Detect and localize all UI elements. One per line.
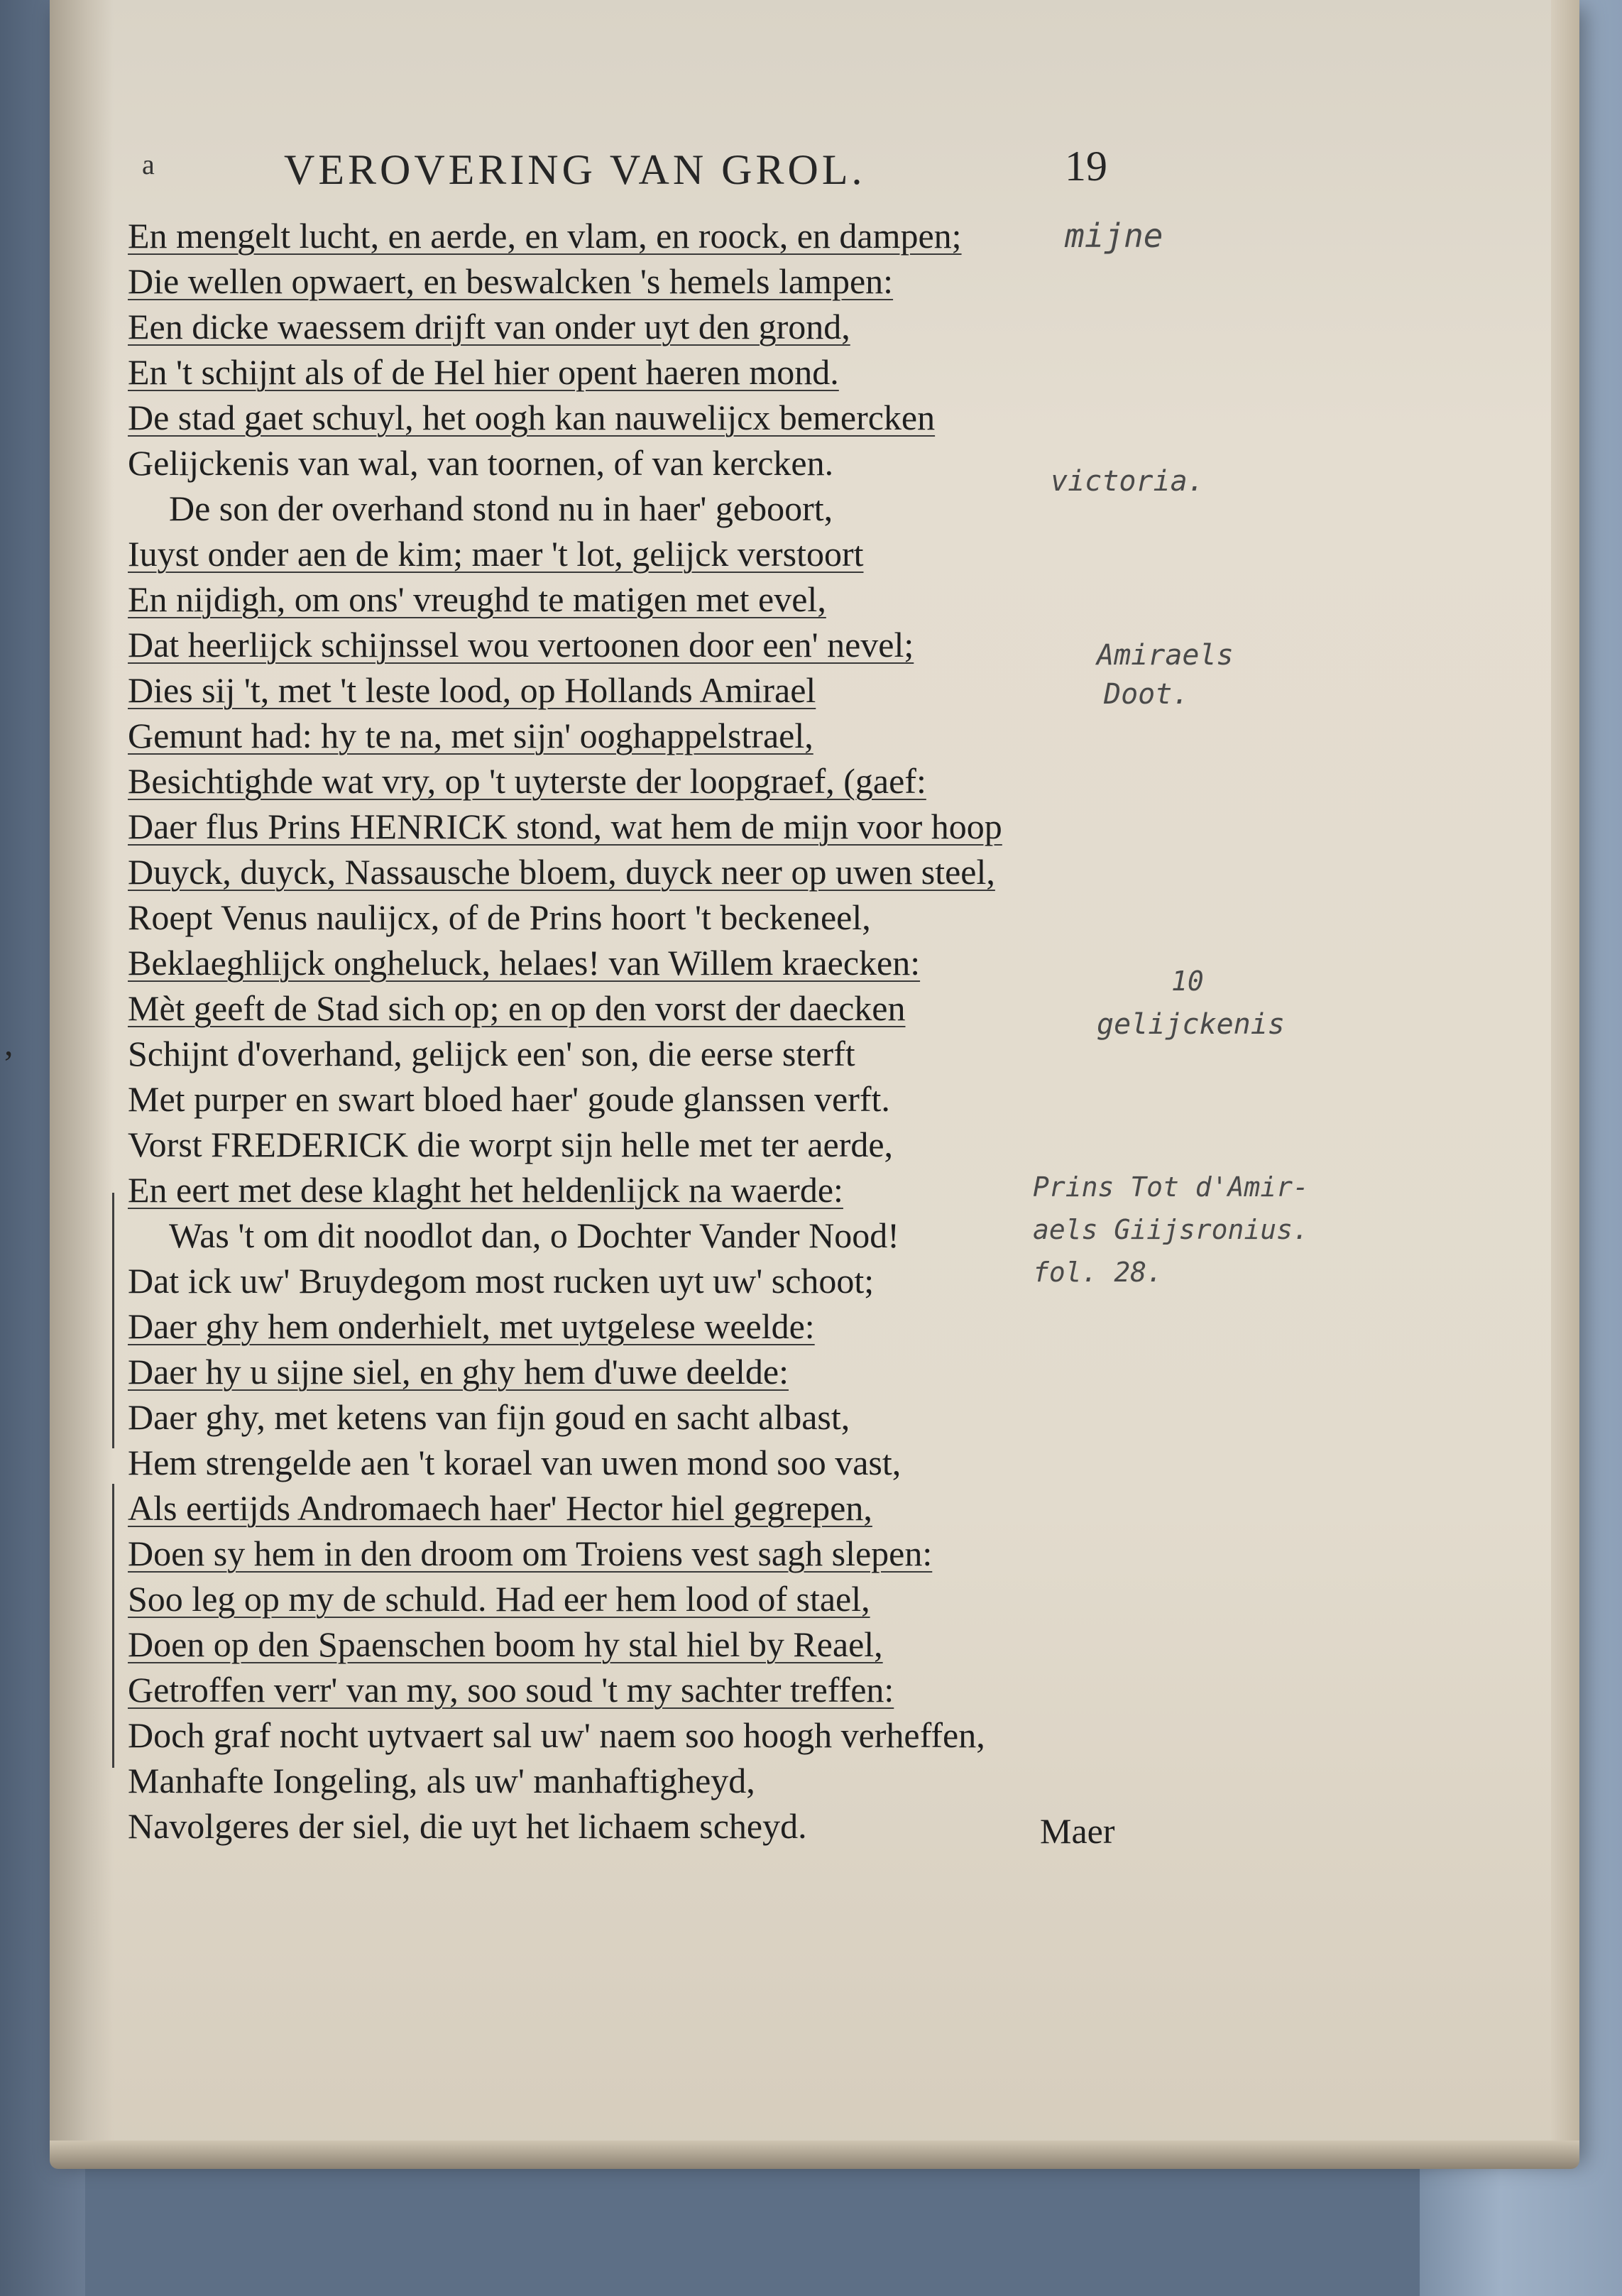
verse-line: Dat ick uw' Bruydegom most rucken uyt uw' schoot;	[128, 1261, 875, 1301]
verse-line: De son der overhand stond nu in haer' geboort,	[169, 488, 833, 528]
margin-note: 10	[1171, 966, 1204, 997]
margin-note: Prins Tot d'Amir-	[1033, 1171, 1309, 1203]
verse-line: Die wellen opwaert, en beswalcken 's hemels lampen:	[128, 261, 894, 301]
margin-note: victoria.	[1051, 465, 1205, 498]
margin-note: fol. 28.	[1033, 1257, 1163, 1288]
verse-line: En 't schijnt als of de Hel hier opent haeren mond.	[128, 352, 839, 392]
page-gutter	[50, 0, 114, 2158]
verse-line: Navolgeres der siel, die uyt het lichaem scheyd.	[128, 1806, 807, 1846]
margin-bracket-lower	[112, 1484, 121, 1768]
torn-bottom-edge	[50, 2141, 1579, 2169]
verse-line: En eert met dese klaght het heldenlijck na waerde:	[128, 1170, 843, 1210]
verse-line: De stad gaet schuyl, het oogh kan nauwelijcx bemercken	[128, 398, 936, 437]
verse-line: Mèt geeft de Stad sich op; en op den vorst der daecken	[128, 988, 906, 1028]
verse-line: Schijnt d'overhand, gelijck een' son, die eerse sterft	[128, 1034, 855, 1073]
verse-line: Was 't om dit noodlot dan, o Dochter Vander Nood!	[169, 1215, 899, 1255]
margin-note: Doot.	[1104, 678, 1190, 711]
verse-line: Daer flus Prins HENRICK stond, wat hem de mijn voor hoop	[128, 807, 1002, 846]
verse-line: Soo leg op my de schuld. Had eer hem lood of stael,	[128, 1579, 870, 1619]
verse-line: Daer ghy, met ketens van fijn goud en sacht albast,	[128, 1397, 850, 1437]
verse-line: Doch graf nocht uytvaert sal uw' naem soo hoogh verheffen,	[128, 1715, 985, 1755]
verse-line: Duyck, duyck, Nassausche bloem, duyck neer op uwen steel,	[128, 852, 995, 892]
verse-line: Beklaeghlijck ongheluck, helaes! van Willem kraecken:	[128, 943, 921, 983]
running-head: VEROVERING VAN GROL.	[284, 146, 866, 193]
verse-line: Roept Venus naulijcx, of de Prins hoort 't beckeneel,	[128, 897, 871, 937]
verse-line: Met purper en swart bloed haer' goude glanssen verft.	[128, 1079, 890, 1119]
verse-line: Vorst FREDERICK die worpt sijn helle met ter aerde,	[128, 1125, 894, 1164]
verse-line: Manhafte Iongeling, als uw' manhaftigheyd,	[128, 1761, 755, 1800]
margin-bracket-upper	[112, 1193, 121, 1448]
verse-line: En mengelt lucht, en aerde, en vlam, en roock, en dampen;	[128, 216, 962, 256]
verse-line: Dies sij 't, met 't leste lood, op Hollands Amirael	[128, 670, 816, 710]
margin-note: Amiraels	[1097, 639, 1234, 672]
margin-note: gelijckenis	[1097, 1008, 1285, 1041]
verse-line: Dat heerlijck schijnssel wou vertoonen door een' nevel;	[128, 625, 914, 665]
verse-line: Doen sy hem in den droom om Troiens vest sagh slepen:	[128, 1534, 933, 1573]
verse-line: Daer hy u sijne siel, en ghy hem d'uwe deelde:	[128, 1352, 789, 1392]
page-number: 19	[1065, 143, 1107, 190]
margin-note: aels Giijsronius.	[1033, 1214, 1309, 1245]
verse-line: Als eertijds Andromaech haer' Hector hiel gegrepen,	[128, 1488, 872, 1528]
verse-line: Een dicke waessem drijft van onder uyt den grond,	[128, 307, 850, 346]
catchword: Maer	[1040, 1811, 1115, 1851]
margin-note: mijne	[1065, 217, 1163, 255]
verse-line: Iuyst onder aen de kim; maer 't lot, gelijck verstoort	[128, 534, 864, 574]
verse-line: Daer ghy hem onderhielt, met uytgelese weelde:	[128, 1306, 815, 1346]
verse-line: Gelijckenis van wal, van toornen, of van kercken.	[128, 443, 834, 483]
left-margin-mark: ,	[4, 1023, 13, 1063]
page-edge	[1551, 0, 1579, 2158]
verse-line: En nijdigh, om ons' vreughd te matigen met evel,	[128, 579, 826, 619]
verse-line: Hem strengelde aen 't korael van uwen mond soo vast,	[128, 1443, 902, 1482]
poem-text	[128, 213, 1193, 1849]
verse-line: Doen op den Spaenschen boom hy stal hiel by Reael,	[128, 1624, 883, 1664]
verse-line: Besichtighde wat vry, op 't uyterste der loopgraef, (gaef:	[128, 761, 926, 801]
verse-line: Getroffen verr' van my, soo soud 't my sachter treffen:	[128, 1670, 894, 1710]
verse-line: Gemunt had: hy te na, met sijn' ooghappelstrael,	[128, 716, 813, 755]
lead-mark: a	[142, 148, 155, 180]
